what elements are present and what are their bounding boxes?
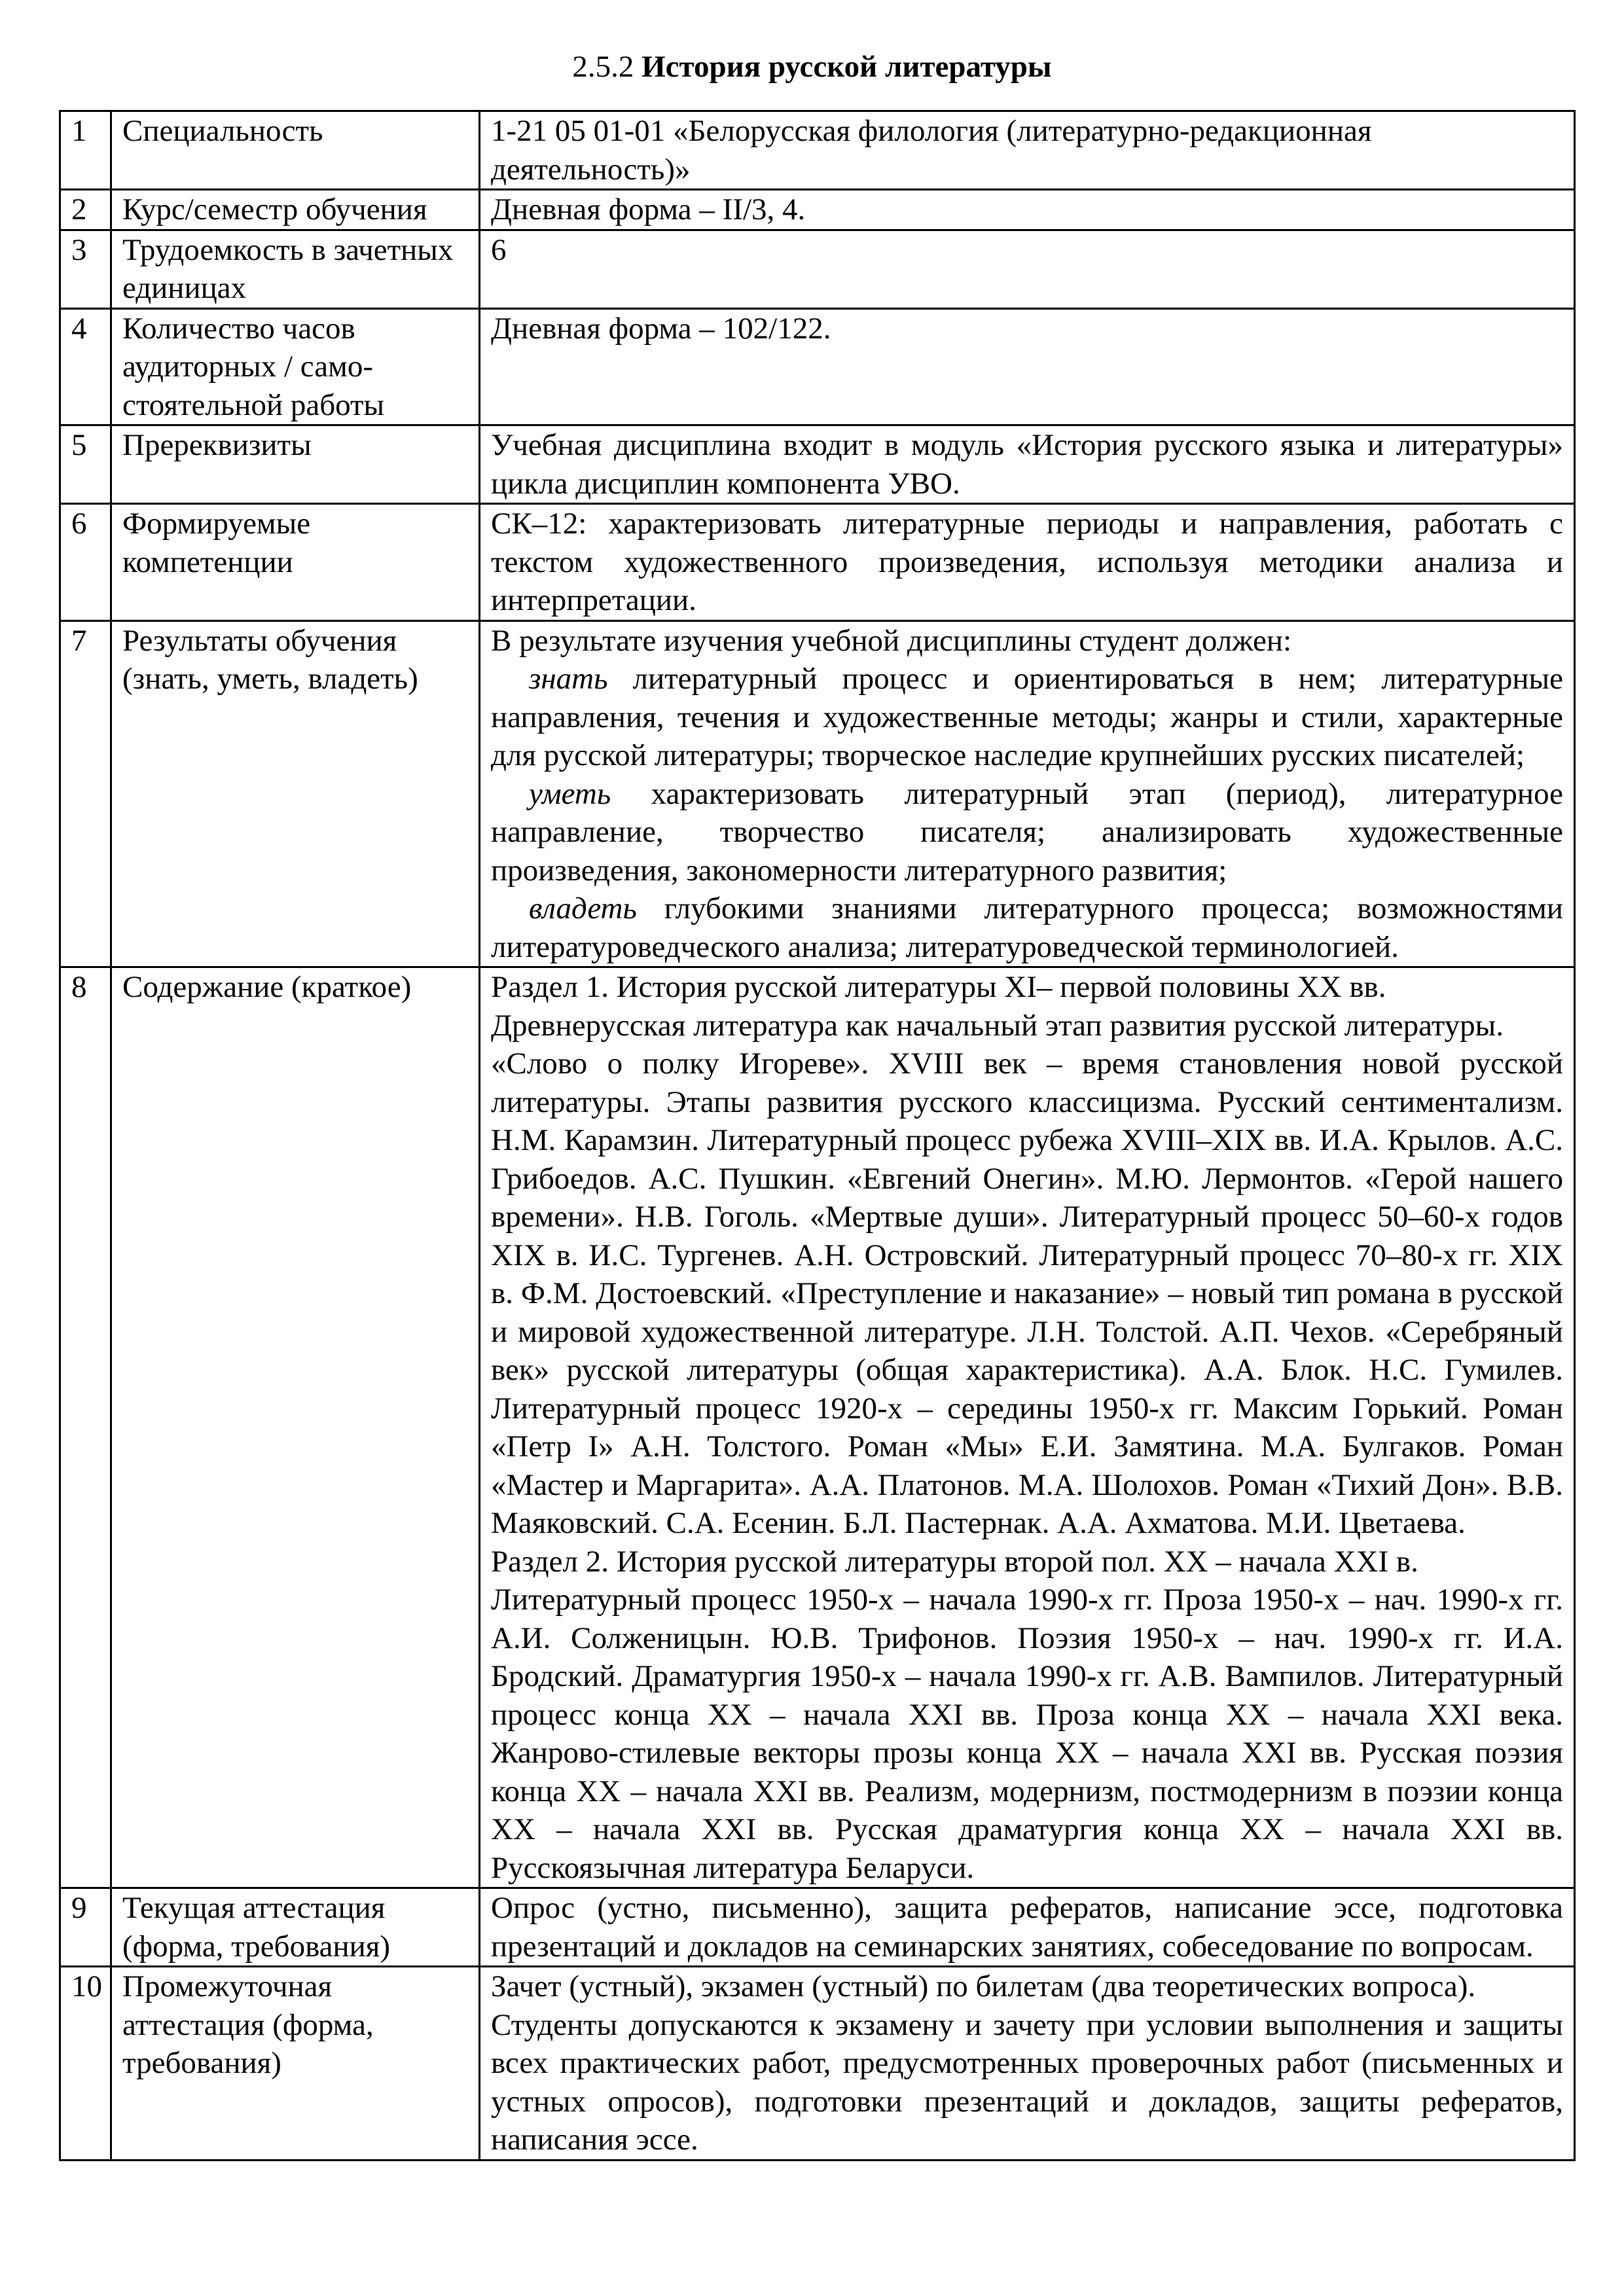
assessment-line-1: Зачет (устный), экзамен (устный) по билетам (два теоретических вопроса).	[491, 1969, 1476, 2003]
row-content: Дневная форма – II/3, 4.	[480, 190, 1575, 230]
outcome-term: знать	[529, 662, 608, 696]
row-number: 6	[60, 504, 111, 621]
row-label: Результаты обучения (знать, уметь, владеть)	[111, 620, 480, 967]
table-row	[60, 425, 1575, 504]
row-label: Текущая аттестация (форма, требования)	[111, 1888, 480, 1967]
outcome-term: владеть	[529, 891, 637, 925]
table-row	[60, 967, 1575, 1888]
row-label: Содержание (краткое)	[111, 967, 480, 1888]
section-1-body: «Слово о полку Игореве». XVIII век – время становления новой русской литературы. Этапы развития русского классицизма. Русский сентиментализм. Н.М. Карамзин. Литературный процесс рубежа XVIII–XIX вв. И.А. Крылов. А.С. Грибоедов. А.С. Пушкин. «Евгений Онегин». М.Ю. Лермонтов. «Герой нашего времени». Н.В. Гоголь. «Мертвые души». Литературный процесс 50–60-х годов XIX в. И.С. Тургенев. А.Н. Островский. Литературный процесс 70–80-х гг. XIX в. Ф.М. Достоевский. «Преступление и наказание» – новый тип романа в русской и мировой художественной литературе. Л.Н. Толстой. А.П. Чехов. «Серебряный век» русской литературы (общая характеристика). А.А. Блок. Н.С. Гумилев. Литературный процесс 1920-х – середины 1950-х гг. Максим Горький. Роман «Петр I» А.Н. Толстого. Роман «Мы» Е.И. Замятина. М.А. Булгаков. Роман «Мастер и Маргарита». А.А. Платонов. М.А. Шолохов. Роман «Тихий Дон». В.В. Маяковский. С.А. Есенин. Б.Л. Пастернак. А.А. Ахматова. М.И. Цветаева.	[491, 1047, 1563, 1540]
row-content: Опрос (устно, письменно), защита рефератов, написание эссе, подготовка презентаций и докладов на семинарских занятиях, собеседование по вопросам.	[480, 1888, 1575, 1967]
row-number: 4	[60, 308, 111, 425]
row-label: Курс/семестр обучения	[111, 190, 480, 230]
learning-outcome-can	[491, 775, 1563, 890]
section-2-body: Литературный процесс 1950-х – начала 1990-х гг. Проза 1950-х – нач. 1990-х гг. А.И. Солженицын. Ю.В. Трифонов. Поэзия 1950-х – нач. 1990-х гг. И.А. Бродский. Драматургия 1950-х – начала 1990-х гг. А.В. Вампилов. Литературный процесс конца XX – начала XXI вв. Проза конца XX – начала XXI века. Жанрово-стилевые векторы прозы конца XX – начала XXI вв. Русская поэзия конца XX – начала XXI вв. Реализм, модернизм, постмодернизм в поэзии конца XX – начала XXI вв. Русская драматургия конца XX – начала XXI вв. Русскоязычная литература Беларуси.	[491, 1583, 1563, 1885]
row-label: Количество часов аудиторных / само-стоятельной работы	[111, 308, 480, 425]
row-number: 8	[60, 967, 111, 1888]
row-number: 7	[60, 620, 111, 967]
table-row	[60, 308, 1575, 425]
table-row	[60, 620, 1575, 967]
section-1-title: Раздел 1. История русской литературы XI– первой половины XX вв.	[491, 970, 1386, 1004]
row-content	[480, 1967, 1575, 2161]
section-1-lead: Древнерусская литература как начальный этап развития русской литературы.	[491, 1008, 1504, 1043]
table-row	[60, 230, 1575, 308]
row-content: Дневная форма – 102/122.	[480, 308, 1575, 425]
section-2-title: Раздел 2. История русской литературы второй пол. XX – начала XXI в.	[491, 1544, 1418, 1579]
row-content	[480, 967, 1575, 1888]
table-row	[60, 504, 1575, 621]
row-number: 3	[60, 230, 111, 308]
table-row	[60, 1967, 1575, 2161]
syllabus-table	[59, 110, 1576, 2161]
learning-outcome-master	[491, 889, 1563, 966]
row-content: Учебная дисциплина входит в модуль «История русского языка и литературы» цикла дисциплин компонента УВО.	[480, 425, 1575, 504]
learning-outcomes-intro: В результате изучения учебной дисциплины студент должен:	[491, 623, 1292, 658]
row-number: 2	[60, 190, 111, 230]
title-number: 2.5.2	[572, 50, 634, 84]
document-title	[0, 47, 1624, 86]
row-number: 9	[60, 1888, 111, 1967]
table-row	[60, 111, 1575, 190]
outcome-text: литературный процесс и ориентироваться в нем; литературные направления, течения и художественные методы; жанры и стили, характерные для русской литературы; творческое наследие крупнейших русских писателей;	[491, 662, 1563, 772]
row-number: 10	[60, 1967, 111, 2161]
outcome-term: уметь	[529, 776, 611, 811]
learning-outcome-know	[491, 660, 1563, 775]
outcome-text: характеризовать литературный этап (период), литературное направление, творчество писателя; анализировать художественные произведения, закономерности литературного развития;	[491, 776, 1563, 888]
row-label: Трудоемкость в зачетных единицах	[111, 230, 480, 308]
title-text: История русской литературы	[641, 50, 1052, 84]
outcome-text: глубокими знаниями литературного процесса; возможностями литературоведческого анализа; литературоведческой терминологией.	[491, 891, 1563, 964]
row-label: Формируемые компетенции	[111, 504, 480, 621]
assessment-line-2: Студенты допускаются к экзамену и зачету при условии выполнения и защиты всех практических работ, предусмотренных проверочных работ (письменных и устных опросов), подготовки презентаций и докладов, защиты рефератов, написания эссе.	[491, 2007, 1563, 2157]
row-number: 1	[60, 111, 111, 190]
table-row	[60, 1888, 1575, 1967]
row-content	[480, 620, 1575, 967]
row-content: 6	[480, 230, 1575, 308]
row-content: СК–12: характеризовать литературные периоды и направления, работать с текстом художественного произведения, используя методики анализа и интерпретации.	[480, 504, 1575, 621]
row-label: Пререквизиты	[111, 425, 480, 504]
row-content: 1-21 05 01-01 «Белорусская филология (литературно-редакционная деятельность)»	[480, 111, 1575, 190]
table-row	[60, 190, 1575, 230]
row-label: Промежуточная аттестация (форма, требования)	[111, 1967, 480, 2161]
row-number: 5	[60, 425, 111, 504]
row-label: Специальность	[111, 111, 480, 190]
